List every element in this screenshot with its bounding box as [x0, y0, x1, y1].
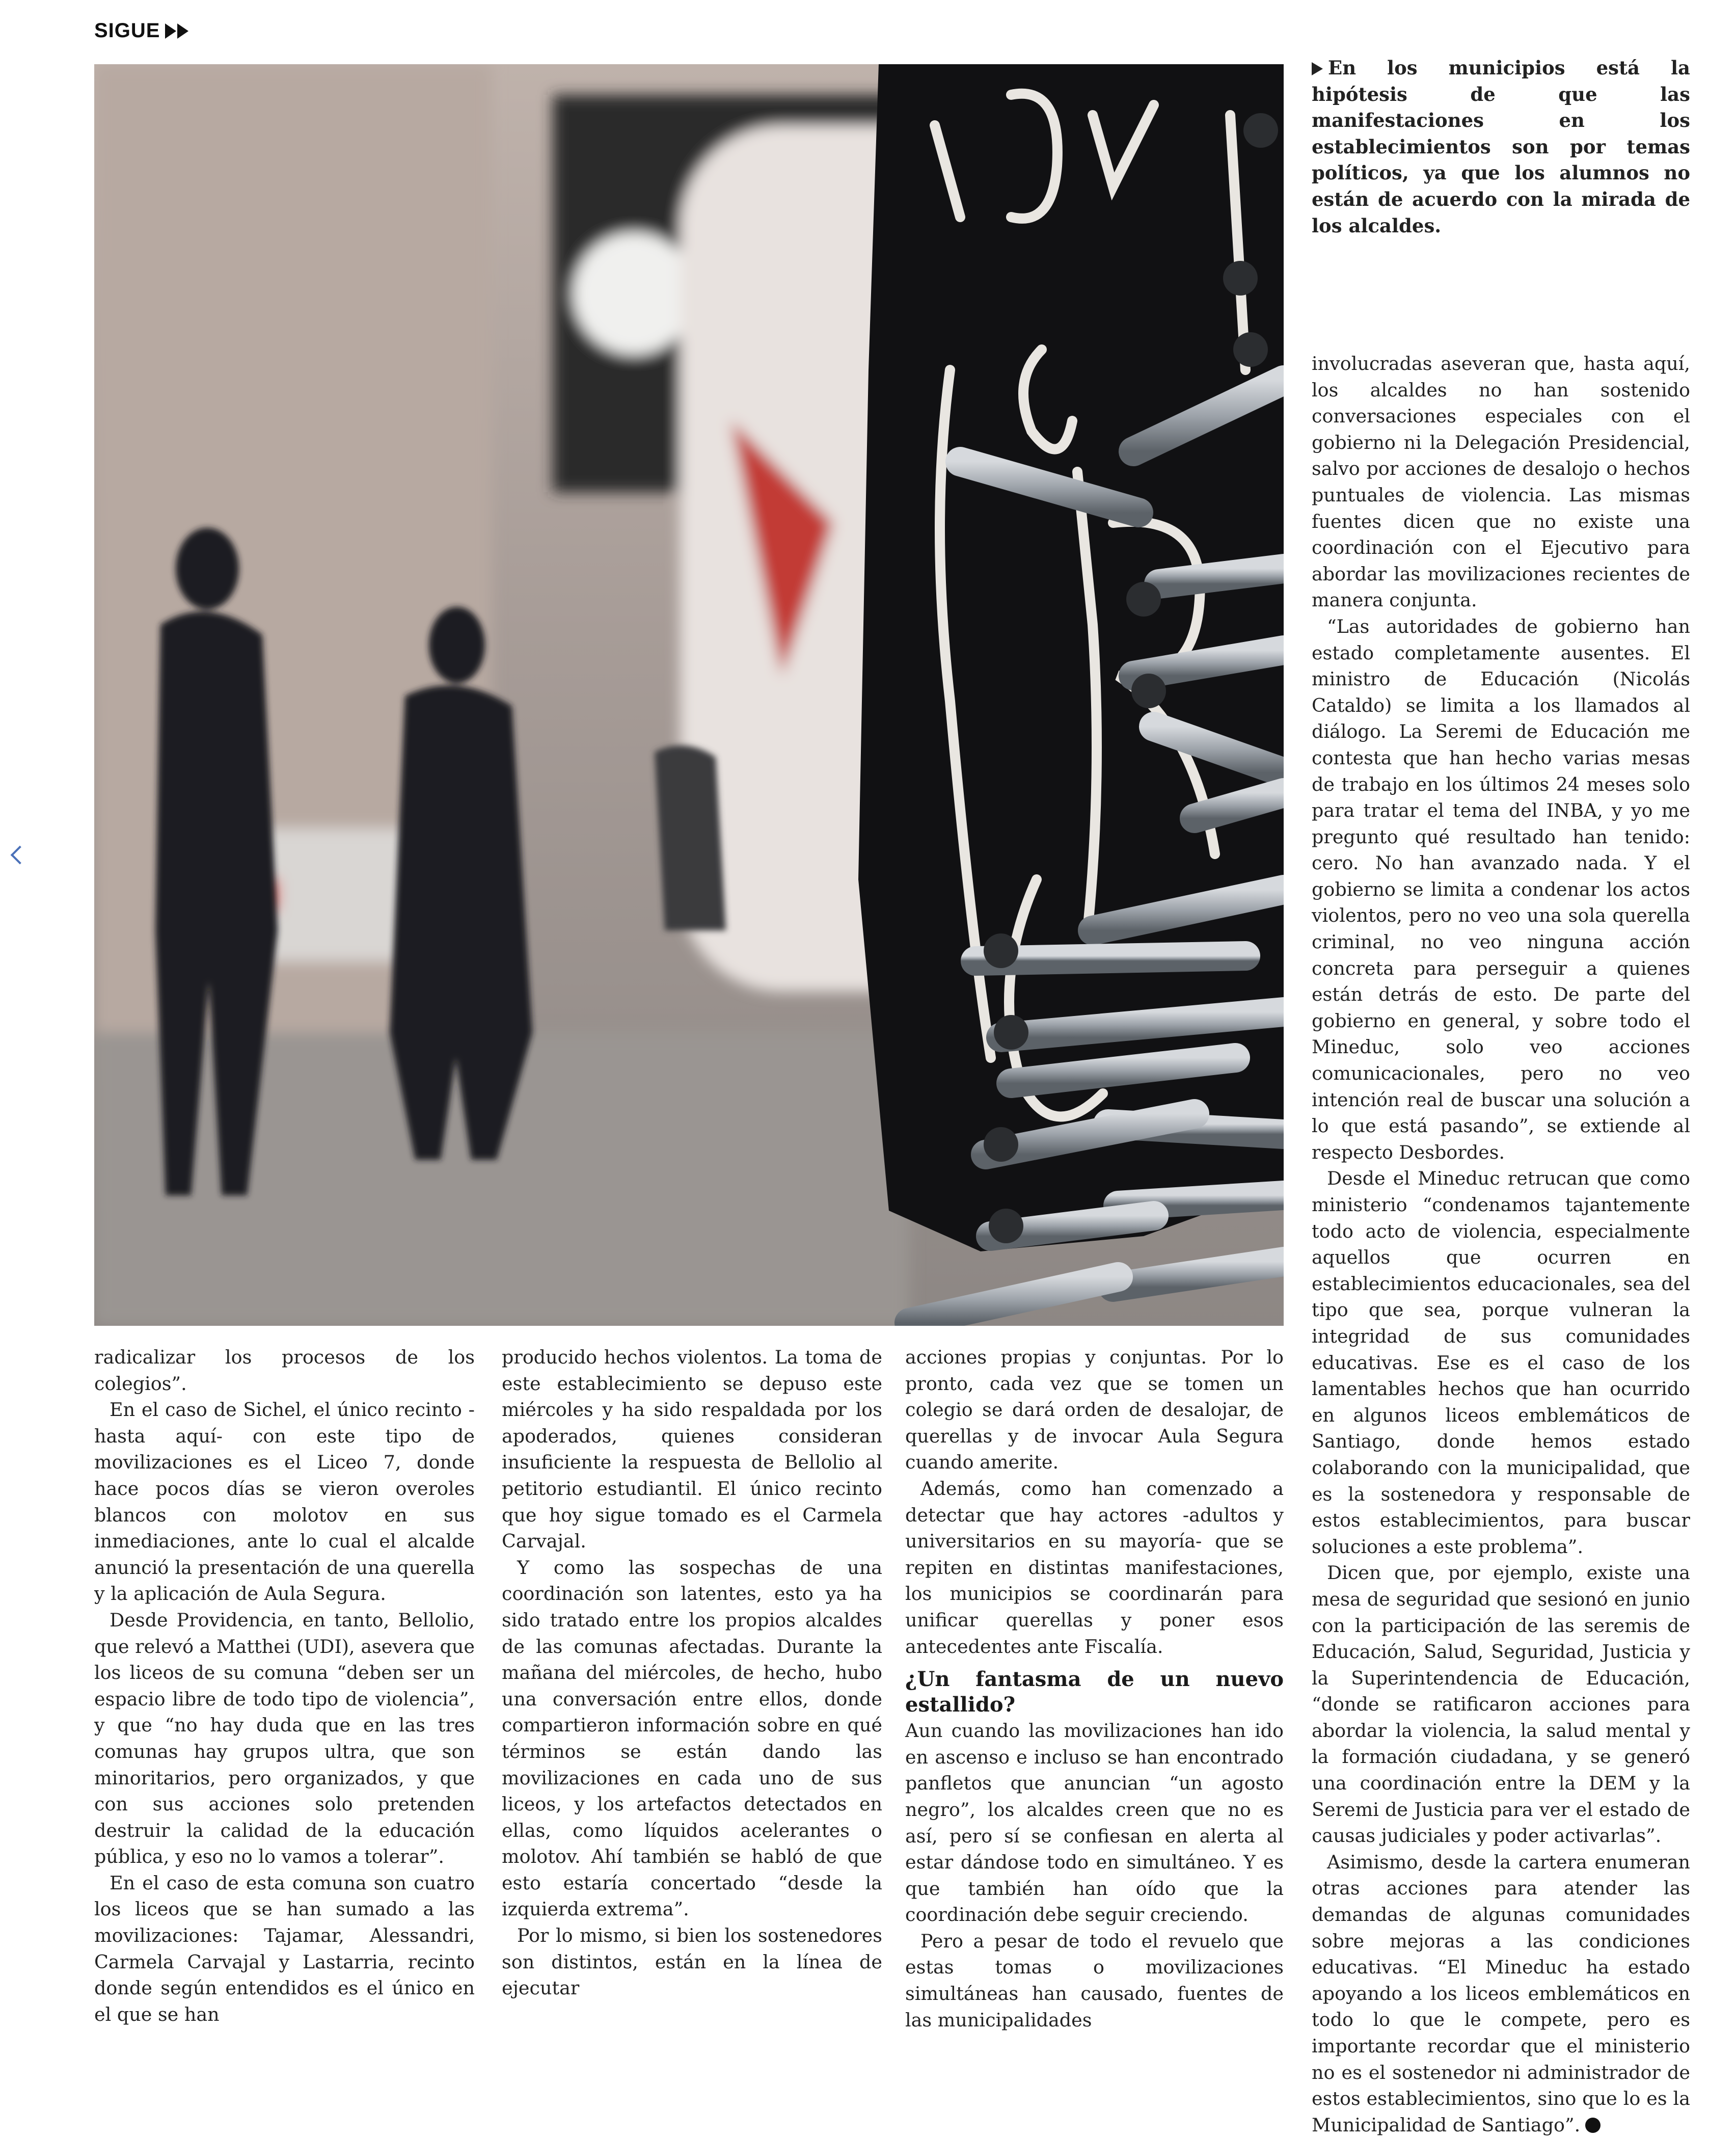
paragraph: [1312, 1849, 1690, 2138]
paragraph: Por lo mismo, si bien los sostenedores son distintos, están en la línea de ejecutar: [502, 1925, 882, 1999]
paragraph: involucradas aseveran que, hasta aquí, los alcaldes no han sostenido conversaciones especiales con el gobierno ni la Delegación Presidencial, salvo por acciones de desalojo o hechos puntuales de violencia. Las mismas fuentes dicen que no existe una coordinación con el Ejecutivo para abordar las movilizaciones recientes de manera conjunta.: [1312, 353, 1690, 611]
triangle-bullet-icon: [1312, 62, 1323, 75]
paragraph: En el caso de Sichel, el único recinto -hasta aquí- con este tipo de movilizaciones es el Liceo 7, donde hace pocos días se vieron overoles blancos con molotov en sus inmediaciones, ante lo cual el alcalde anunció la presentación de una querella y la aplicación de Aula Segura.: [94, 1399, 475, 1605]
article-column-1: [94, 1344, 475, 2027]
paragraph: Desde Providencia, en tanto, Bellolio, que relevó a Matthei (UDI), asevera que los liceos de su comuna “deben ser un espacio libre de todo tipo de violencia”, y que “no hay duda que en las tres comunas hay grupos ultra, que son minoritarios, pero organizados, y que con sus acciones solo pretenden destruir la calidad de la educación pública, y eso no lo vamos a tolerar”.: [94, 1609, 475, 1868]
section-header: [94, 19, 188, 42]
paragraph: Desde el Mineduc retrucan que como ministerio “condenamos tajantemente todo acto de violencia, especialmente aquellos que ocurren en establecimientos educacionales, sea del tipo que sea, porque vulneran la integridad de sus comunidades educativas. Ese es el caso de los lamentables hechos que han ocurrido en algunos liceos emblemáticos de Santiago, donde hemos estado colaborando con la municipalidad, que es la sostenedora y responsable de estos establecimientos, para buscar soluciones a este problema”.: [1312, 1167, 1690, 1558]
paragraph: En el caso de esta comuna son cuatro los liceos que se han sumado a las movilizaciones: Tajamar, Alessandri, Carmela Carvajal y Lastarria, recinto donde según entendidos es el único en el que se han: [94, 1872, 475, 2025]
paragraph: “Las autoridades de gobierno han estado completamente ausentes. El ministro de Educación (Nicolás Cataldo) se limita a los llamados al diálogo. La Seremi de Educación me contesta que han hecho varias mesas de trabajo en los últimos 24 meses solo para tratar el tema del INBA, y yo me pregunto qué resultado han tenido: cero. No han avanzado nada. Y el gobierno se limita a condenar los actos violentos, pero no veo una sola querella criminal, no veo ninguna acción concreta para perseguir a quienes están detrás de esto. De parte del gobierno en general, y sobre todo el Mineduc, solo veo acciones comunicacionales, pero no veo intención real de buscar una solución a lo que está pasando”, se extiende al respecto Desbordes.: [1312, 615, 1690, 1163]
paragraph: acciones propias y conjuntas. Por lo pronto, cada vez que se tomen un colegio se dará orden de desalojar, de querellas y de invocar Aula Segura cuando amerite.: [905, 1346, 1284, 1474]
photo-caption: [1312, 55, 1690, 239]
article-column-3: [905, 1344, 1284, 2033]
paragraph: Dicen que, por ejemplo, existe una mesa de seguridad que sesionó en junio con la participación de las seremis de Educación, Salud, Seguridad, Justicia y la Superintendencia de Educación, “donde se ratificaron acciones para abordar la violencia, la salud mental y la formación ciudadana, y se generó una coordinación entre la DEM y la Seremi de Justicia para ver el estado de causas judiciales y poder activarlas”.: [1312, 1562, 1690, 1847]
end-mark-icon: [1585, 2118, 1601, 2133]
double-arrow-icon: [165, 23, 188, 39]
paragraph: Y como las sospechas de una coordinación son latentes, esto ya ha sido tratado entre los propios alcaldes de las comunas afectadas. Durante la mañana del miércoles, de hecho, hubo una conversación entre ellos, donde compartieron información sobre en qué términos se están dando las movilizaciones en cada uno de sus liceos, y los artefactos detectados en ellas, como líquidos acelerantes o molotov. Ahí también se habló de que esto estaría concertado “desde la izquierda extrema”.: [502, 1556, 882, 1920]
paragraph: Además, como han comenzado a detectar que hay actores -adultos y universitarios en su mayoría- que se repiten en distintas manifestaciones, los municipios se coordinarán para unificar querellas y poner esos antecedentes ante Fiscalía.: [905, 1477, 1284, 1658]
caption-text: En los municipios está la hipótesis de que las manifestaciones en los establecimientos son por temas políticos, ya que los alumnos no están de acuerdo con la mirada de los alcaldes.: [1312, 57, 1690, 237]
paragraph: radicalizar los procesos de los colegios”.: [94, 1346, 475, 1395]
article-column-2: [502, 1344, 882, 2001]
paragraph-text: Asimismo, desde la cartera enumeran otras acciones para atender las demandas de algunas comunidades sobre mejoras a las condiciones educativas. “El Mineduc ha estado apoyando a los liceos emblemáticos en todo lo que le compete, pero es importante recordar que el ministerio no es el sostenedor ni administrador de estos establecimientos, sino que lo es la Municipalidad de Santiago”.: [1312, 1851, 1690, 2136]
sigue-label: SIGUE: [94, 19, 160, 42]
chevron-left-icon: [11, 846, 30, 865]
subheading: ¿Un fantasma de un nuevo estallido?: [905, 1667, 1284, 1717]
article-column-4: [1312, 351, 1690, 2138]
article-photo: [94, 64, 1284, 1326]
prev-page-button[interactable]: [7, 841, 28, 869]
paragraph: Pero a pesar de todo el revuelo que estas tomas o movilizaciones simultáneas han causado, fuentes de las municipalidades: [905, 1930, 1284, 2031]
paragraph: producido hechos violentos. La toma de este establecimiento se depuso este miércoles y ha sido respaldada por los apoderados, quienes consideran insuficiente la respuesta de Bellolio al petitorio estudiantil. El único recinto que hoy sigue tomado es el Carmela Carvajal.: [502, 1346, 882, 1553]
paragraph: Aun cuando las movilizaciones han ido en ascenso e incluso se han encontrado panfletos que anuncian “un agosto negro”, los alcaldes creen que no es así, pero sí se confiesan en alerta al estar dándose todo en simultáneo. Y es que también han oído que la coordinación debe seguir creciendo.: [905, 1720, 1284, 1926]
